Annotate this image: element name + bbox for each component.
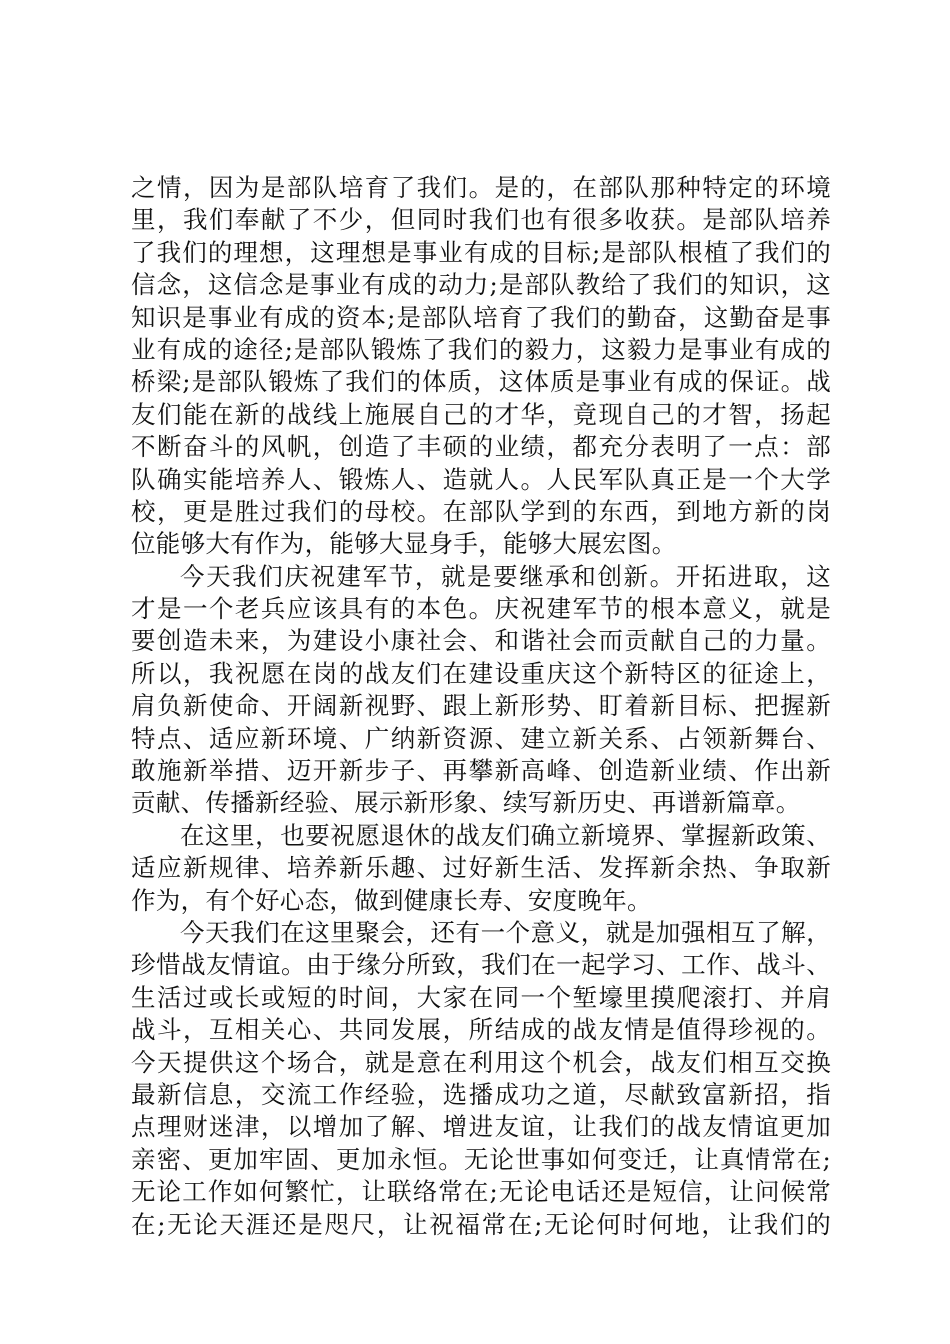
text-line: 在这里，也要祝愿退休的战友们确立新境界、掌握新政策、 [180, 820, 831, 850]
text-line: 位能够大有作为，能够大显身手，能够大展宏图。 [131, 529, 677, 559]
text-line: 队确实能培养人、锻炼人、造就人。人民军队真正是一个大学 [131, 464, 831, 494]
paragraph [131, 820, 831, 917]
body-text [131, 172, 831, 1241]
text-line: 今天我们在这里聚会，还有一个意义，就是加强相互了解， [180, 917, 831, 947]
text-line: 校，更是胜过我们的母校。在部队学到的东西，到地方新的岗 [131, 496, 831, 526]
text-line: 贡献、传播新经验、展示新形象、续写新历史、再谱新篇章。 [131, 788, 801, 818]
text-line: 了我们的理想，这理想是事业有成的目标;是部队根植了我们的 [131, 237, 831, 267]
text-line: 知识是事业有成的资本;是部队培育了我们的勤奋，这勤奋是事 [131, 302, 831, 332]
text-line: 不断奋斗的风帆，创造了丰硕的业绩，都充分表明了一点：部 [131, 432, 831, 462]
text-line: 今天我们庆祝建军节，就是要继承和创新。开拓进取，这 [180, 561, 831, 591]
text-line: 要创造未来，为建设小康社会、和谐社会而贡献自己的力量。 [131, 626, 831, 656]
text-line: 信念，这信念是事业有成的动力;是部队教给了我们的知识，这 [131, 270, 831, 300]
text-line: 亲密、更加牢固、更加永恒。无论世事如何变迁，让真情常在; [131, 1144, 831, 1174]
text-line: 点理财迷津，以增加了解、增进友谊，让我们的战友情谊更加 [131, 1112, 831, 1142]
text-line: 肩负新使命、开阔新视野、跟上新形势、盯着新目标、把握新 [131, 691, 831, 721]
text-line: 战斗，互相关心、共同发展，所结成的战友情是值得珍视的。 [131, 1015, 831, 1045]
paragraph [131, 172, 831, 561]
text-line: 无论工作如何繁忙，让联络常在;无论电话还是短信，让问候常 [131, 1177, 831, 1207]
text-line: 今天提供这个场合，就是意在利用这个机会，战友们相互交换 [131, 1047, 831, 1077]
text-line: 最新信息，交流工作经验，选播成功之道，尽献致富新招，指 [131, 1079, 831, 1109]
paragraph [131, 561, 831, 820]
text-line: 之情，因为是部队培育了我们。是的，在部队那种特定的环境 [131, 173, 831, 202]
text-line: 适应新规律、培养新乐趣、过好新生活、发挥新余热、争取新 [131, 853, 831, 883]
text-line: 业有成的途径;是部队锻炼了我们的毅力，这毅力是事业有成的 [131, 334, 831, 364]
text-line: 里，我们奉献了不少，但同时我们也有很多收获。是部队培养 [131, 205, 831, 235]
text-line: 珍惜战友情谊。由于缘分所致，我们在一起学习、工作、战斗、 [131, 950, 831, 980]
text-line: 敢施新举措、迈开新步子、再攀新高峰、创造新业绩、作出新 [131, 756, 831, 786]
text-line: 作为，有个好心态，做到健康长寿、安度晚年。 [131, 885, 652, 915]
paragraph [131, 917, 831, 1241]
text-line: 才是一个老兵应该具有的本色。庆祝建军节的根本意义，就是 [131, 594, 831, 624]
text-line: 友们能在新的战线上施展自己的才华，竟现自己的才智，扬起 [131, 399, 831, 429]
text-line: 所以，我祝愿在岗的战友们在建设重庆这个新特区的征途上， [131, 658, 831, 688]
text-line: 桥梁;是部队锻炼了我们的体质，这体质是事业有成的保证。战 [131, 367, 831, 397]
text-line: 特点、适应新环境、广纳新资源、建立新关系、占领新舞台、 [131, 723, 831, 753]
text-line: 在;无论天涯还是咫尺，让祝福常在;无论何时何地，让我们的 [131, 1209, 831, 1239]
text-line: 生活过或长或短的时间，大家在同一个堑壕里摸爬滚打、并肩 [131, 982, 831, 1012]
